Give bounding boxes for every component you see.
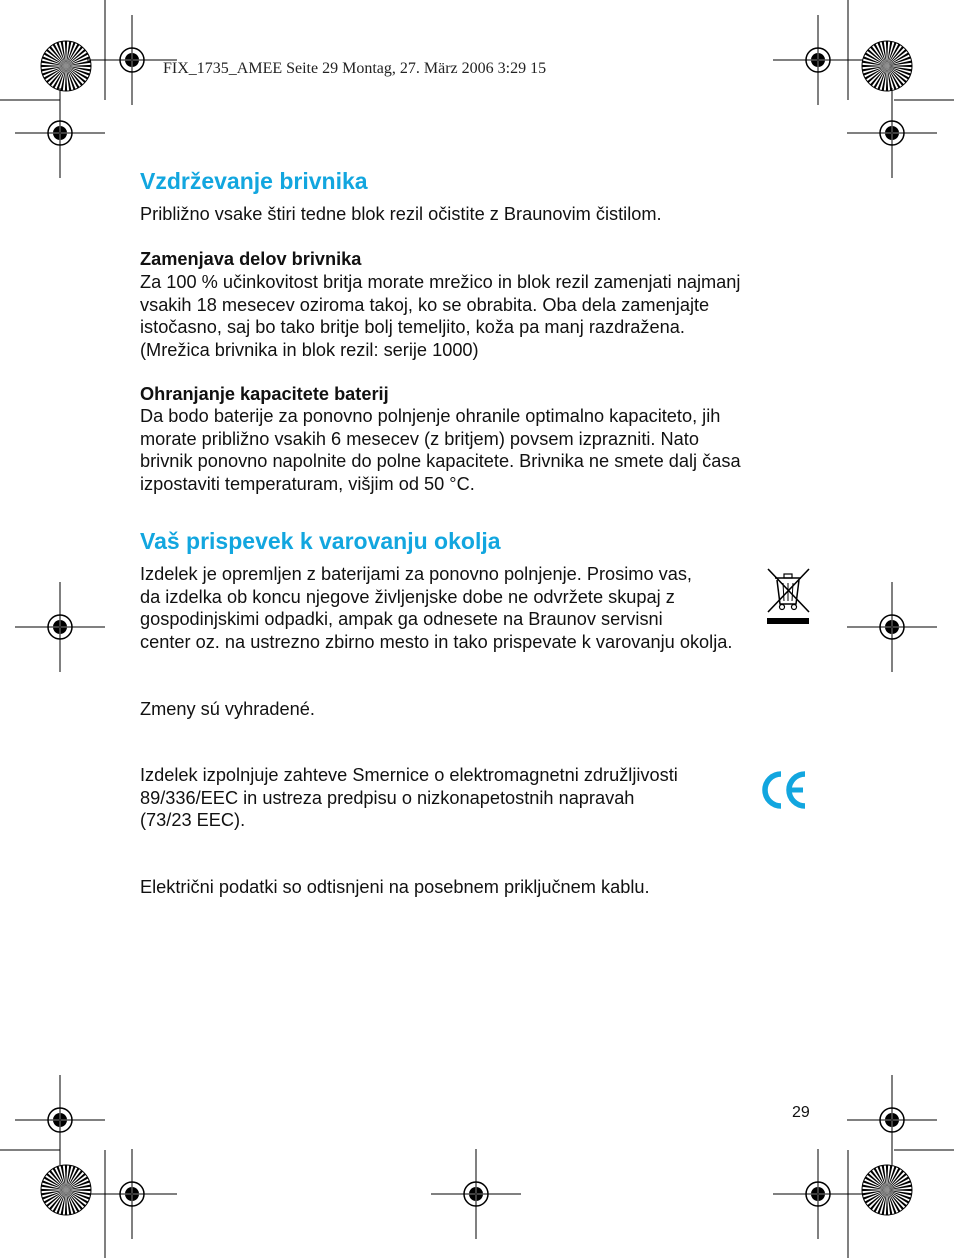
- replace-line: vsakih 18 mesecev oziroma takoj, ko se obrabita. Oba dela zamenjajte: [140, 294, 710, 315]
- print-slug-line: FIX_1735_AMEE Seite 29 Montag, 27. März 2006 3:29 15: [163, 60, 547, 77]
- changes-reserved-note: Zmeny sú vyhradené.: [140, 699, 315, 719]
- ce-mark-icon: [760, 770, 808, 815]
- crossed-bin-icon: [765, 566, 811, 631]
- maintenance-intro: Približno vsake štiri tedne blok rezil očistite z Braunovim čistilom.: [140, 204, 662, 224]
- replace-line: istočasno, saj bo tako britje bolj temeljito, koža pa manj razdražena.: [140, 317, 685, 338]
- replace-line: Za 100 % učinkovitost britja morate mrežico in blok rezil zamenjati najmanj: [140, 272, 741, 292]
- battery-line: izpostaviti temperaturam, višjim od 50 °C.: [140, 473, 475, 494]
- environment-line: Izdelek je opremljen z baterijami za ponovno polnjenje. Prosimo vas,: [140, 564, 692, 584]
- electrical-data-note: Električni podatki so odtisnjeni na posebnem priključnem kablu.: [140, 877, 650, 897]
- section-title-maintenance: Vzdrževanje brivnika: [140, 168, 368, 194]
- starburst-mark: [41, 41, 91, 91]
- ce-line: 89/336/EEC in ustreza predpisu o nizkonapetostnih napravah: [140, 787, 635, 808]
- battery-heading: Ohranjanje kapacitete baterij: [140, 384, 389, 404]
- battery-line: brivnik ponovno napolnite do polne kapacitete. Brivnika ne smete dalj časa: [140, 451, 741, 472]
- page-number: 29: [792, 1104, 810, 1121]
- replace-paragraph: [140, 271, 830, 361]
- battery-line: Da bodo baterije za ponovno polnjenje ohranile optimalno kapaciteto, jih: [140, 406, 721, 426]
- ce-line: (73/23 EEC).: [140, 810, 246, 831]
- starburst-mark: [862, 41, 912, 91]
- starburst-mark: [862, 1165, 912, 1215]
- environment-line: gospodinjskimi odpadki, ampak ga odnesete na Braunov servisni: [140, 609, 663, 630]
- replace-line: (Mrežica brivnika in blok rezil: serije 1000): [140, 339, 479, 360]
- environment-paragraph: [140, 563, 830, 653]
- ce-line: Izdelek izpolnjuje zahteve Smernice o elektromagnetni združljivosti: [140, 765, 678, 785]
- environment-line: center oz. na ustrezno zbirno mesto in tako prispevate k varovanju okolja.: [140, 631, 733, 652]
- battery-line: morate približno vsakih 6 mesecev (z britjem) povsem izprazniti. Nato: [140, 428, 699, 449]
- ce-paragraph: [140, 764, 760, 832]
- battery-paragraph: [140, 405, 830, 495]
- starburst-mark: [41, 1165, 91, 1215]
- environment-line: da izdelka ob koncu njegove življenjske dobe ne odvržete skupaj z: [140, 586, 675, 607]
- replace-heading: Zamenjava delov brivnika: [140, 249, 362, 269]
- section-title-environment: Vaš prispevek k varovanju okolja: [140, 528, 501, 554]
